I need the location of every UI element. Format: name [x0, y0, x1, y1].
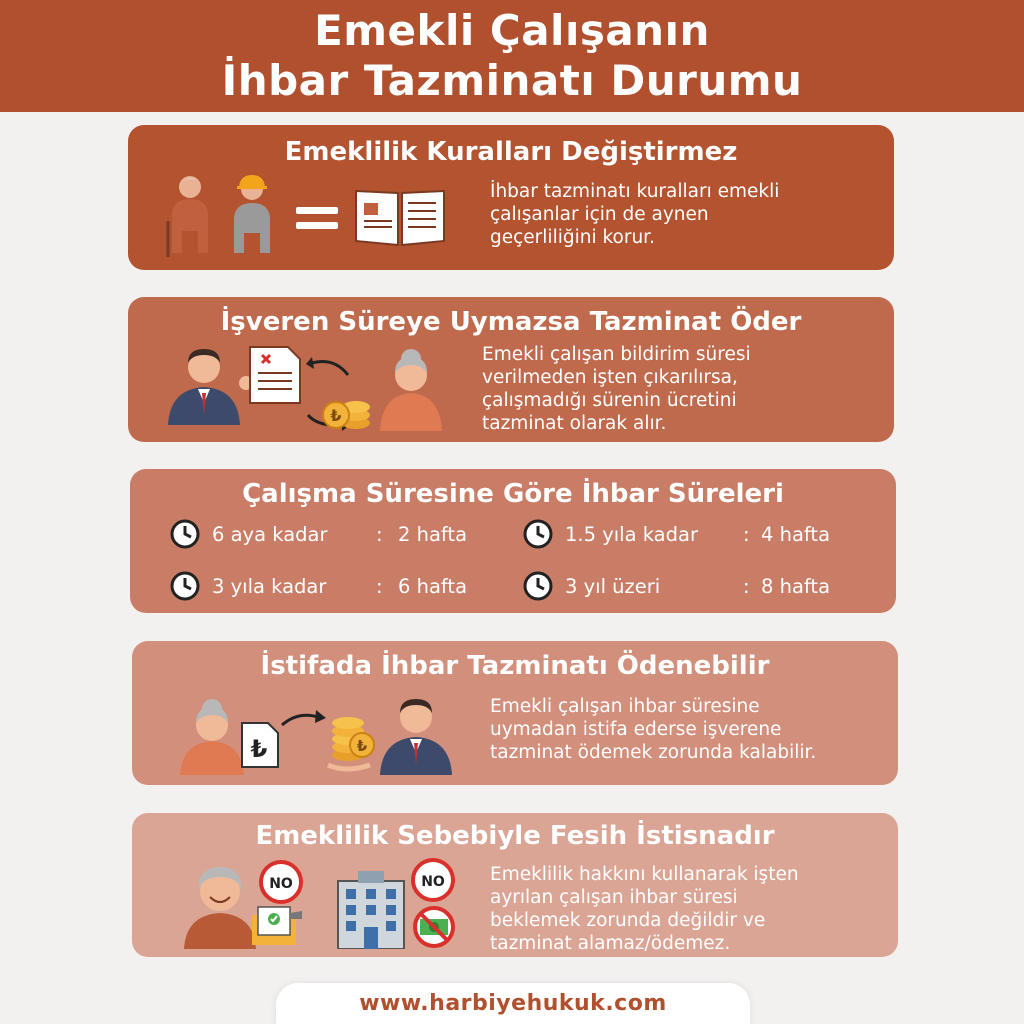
svg-text:₺: ₺ — [356, 737, 368, 755]
period-label: 6 aya kadar — [212, 522, 328, 546]
card-title: İşveren Süreye Uymazsa Tazminat Öder — [220, 307, 802, 337]
card-description — [490, 180, 779, 249]
open-book-icon — [354, 183, 446, 247]
no-sign-icon — [410, 857, 456, 903]
notice-period-item — [523, 519, 831, 549]
no-label: NO — [421, 874, 445, 890]
period-label: 3 yıl üzeri — [565, 574, 661, 598]
period-colon: : — [376, 574, 383, 598]
period-colon: : — [376, 522, 383, 546]
no-money-icon — [412, 905, 456, 949]
period-label: 1.5 yıla kadar — [565, 522, 698, 546]
no-label: NO — [269, 876, 293, 892]
card-title: Çalışma Süresine Göre İhbar Süreleri — [242, 479, 784, 509]
desc-line: çalışmadığı sürenin ücretini — [482, 390, 737, 411]
coins-icon — [320, 385, 372, 431]
period-value: 6 hafta — [398, 574, 468, 598]
website-link[interactable]: www.harbiyehukuk.com — [359, 991, 667, 1016]
elderly-couple-icon — [160, 173, 285, 258]
envelope-icon — [250, 905, 304, 947]
desc-line: Emekli çalışan bildirim süresi — [482, 344, 751, 365]
card-title: Emeklilik Kuralları Değiştirmez — [284, 137, 738, 167]
elderly-woman-icon — [176, 697, 248, 775]
card-rules-unchanged — [128, 125, 894, 270]
no-sign-icon — [258, 859, 304, 905]
svg-text:₺: ₺ — [330, 406, 342, 425]
desc-line: çalışanlar için de aynen — [490, 204, 709, 225]
desc-line: beklemek zorunda değildir ve — [490, 910, 766, 931]
elderly-woman-icon — [180, 857, 260, 949]
elderly-woman-icon — [376, 345, 446, 431]
period-value: 8 hafta — [761, 574, 831, 598]
desc-line: Emekli çalışan ihbar süresine — [490, 696, 760, 717]
desc-line: ayrılan çalışan ihbar süresi — [490, 887, 738, 908]
card-description — [490, 695, 816, 764]
period-colon: : — [743, 574, 750, 598]
page-title-line-1: Emekli Çalışanın — [314, 6, 710, 55]
card-title: İstifada İhbar Tazminatı Ödenebilir — [260, 651, 770, 681]
desc-line: tazminat ödemek zorunda kalabilir. — [490, 742, 817, 763]
period-value: 2 hafta — [398, 522, 468, 546]
card-notice-periods — [130, 469, 896, 613]
card-description — [490, 863, 799, 955]
clock-icon — [523, 519, 553, 549]
notice-period-item — [170, 571, 468, 601]
page-header — [0, 0, 1024, 112]
footer-url-box — [276, 983, 750, 1024]
clock-icon — [523, 571, 553, 601]
period-value: 4 hafta — [761, 522, 831, 546]
coins-icon — [326, 705, 378, 777]
document-icon — [248, 345, 302, 405]
svg-text:₺: ₺ — [250, 735, 268, 763]
clock-icon — [170, 571, 200, 601]
notice-period-list — [130, 469, 896, 613]
desc-line: geçerliliğini korur. — [490, 227, 655, 248]
arrow-right-icon — [280, 707, 328, 729]
building-icon — [330, 869, 412, 949]
employer-icon — [164, 345, 256, 427]
desc-line: tazminat olarak alır. — [482, 413, 667, 434]
notice-period-item — [523, 571, 831, 601]
card-resignation — [132, 641, 898, 785]
employer-icon — [372, 695, 460, 775]
notice-period-item — [170, 519, 468, 549]
clock-icon — [170, 519, 200, 549]
period-label: 3 yıla kadar — [212, 574, 327, 598]
card-employer-pays — [128, 297, 894, 442]
equals-icon — [296, 205, 338, 231]
desc-line: Emeklilik hakkını kullanarak işten — [490, 864, 799, 885]
lira-document-icon — [240, 721, 280, 769]
period-colon: : — [743, 522, 750, 546]
card-description — [482, 343, 751, 435]
card-title: Emeklilik Sebebiyle Fesih İstisnadır — [255, 821, 775, 851]
desc-line: tazminat alamaz/ödemez. — [490, 933, 731, 954]
desc-line: İhbar tazminatı kuralları emekli — [490, 181, 780, 202]
desc-line: uymadan istifa ederse işverene — [490, 719, 782, 740]
desc-line: verilmeden işten çıkarılırsa, — [482, 367, 738, 388]
card-retirement-exception — [132, 813, 898, 957]
page-title-line-2: İhbar Tazminatı Durumu — [221, 56, 803, 105]
